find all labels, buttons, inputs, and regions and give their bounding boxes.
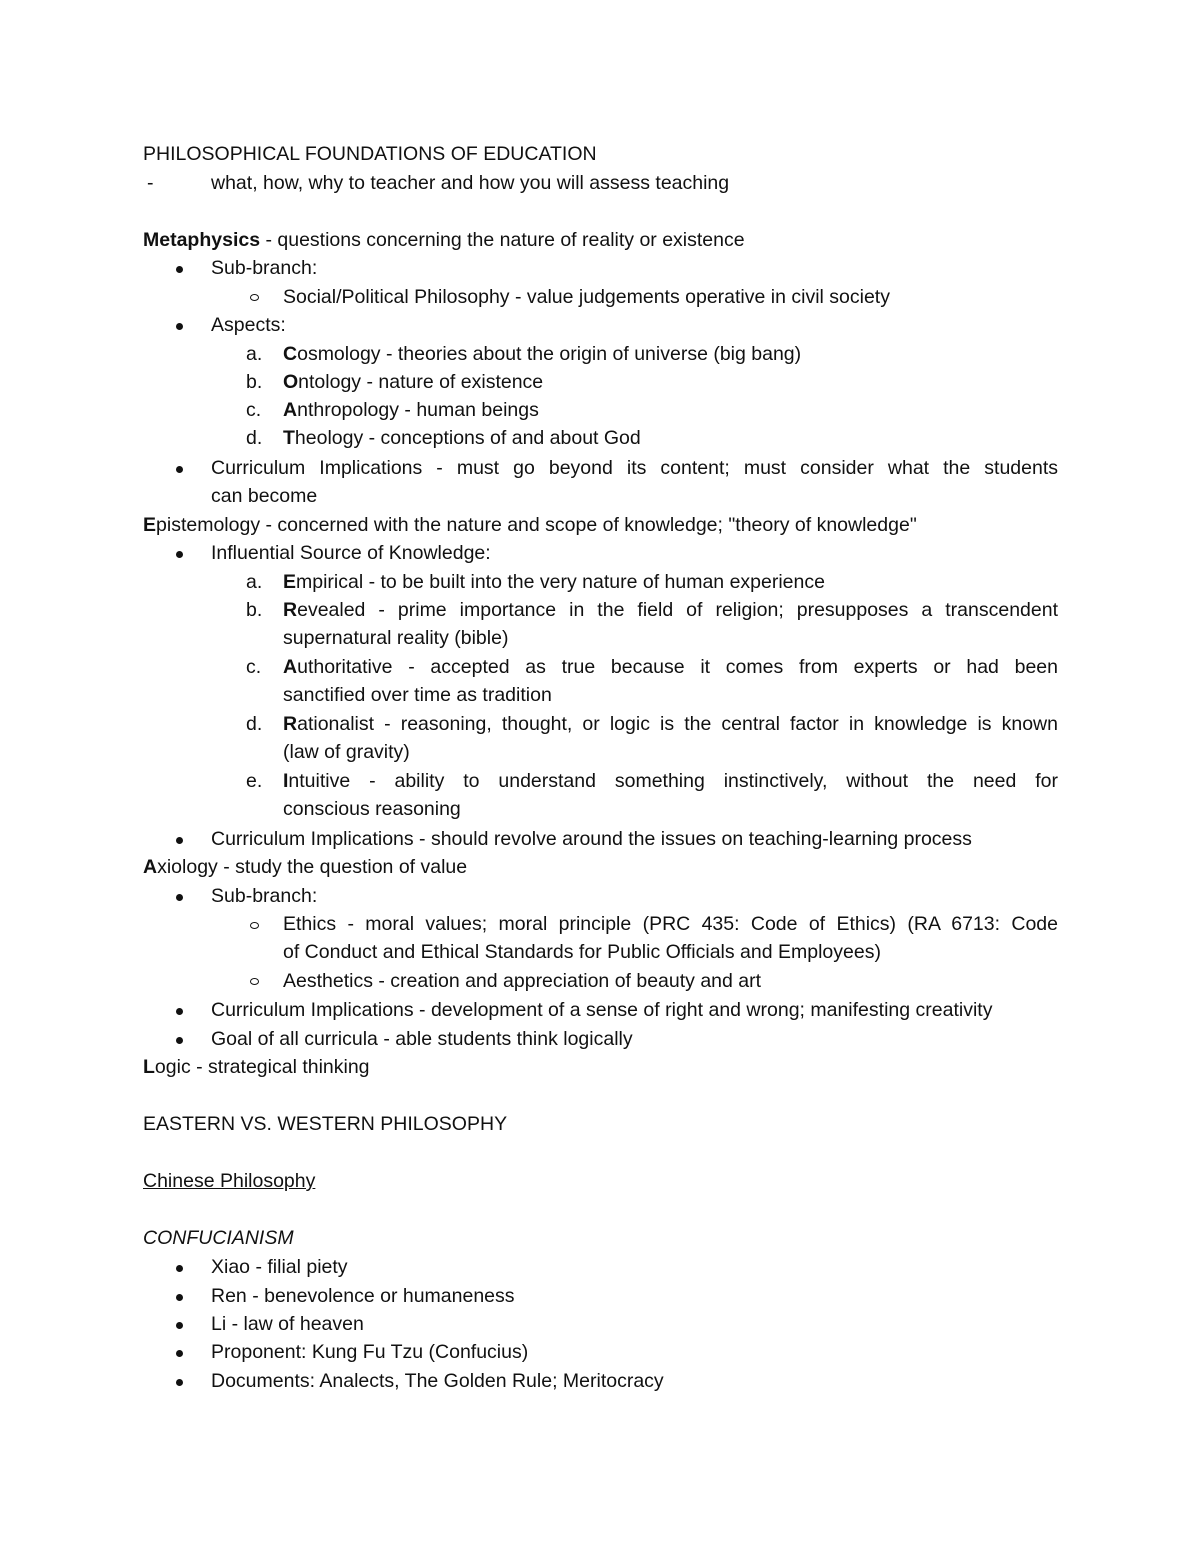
aspect-text: heology - conceptions of and about God	[294, 427, 641, 449]
bullet-icon	[176, 1265, 183, 1272]
dash-marker: -	[147, 172, 154, 194]
list-marker: a.	[246, 571, 263, 593]
source-text: uthoritative - accepted as true because it comes from experts or had been	[297, 656, 1058, 678]
logic-heading	[143, 1058, 370, 1078]
chinese-philosophy-heading: Chinese Philosophy	[143, 1170, 316, 1192]
list-marker: c.	[246, 399, 262, 421]
bullet-icon	[176, 1008, 183, 1015]
list-marker: b.	[246, 371, 263, 393]
metaphysics-curriculum-line1: Curriculum Implications - must go beyond its content; must consider what the students	[211, 457, 1058, 479]
bullet-icon	[176, 466, 183, 473]
source-revealed-cont: supernatural reality (bible)	[283, 627, 509, 649]
aspect-initial: C	[283, 343, 298, 365]
list-item: Ren - benevolence or humaneness	[211, 1285, 515, 1307]
source-initial: I	[283, 770, 289, 792]
title-note: what, how, why to teacher and how you will assess teaching	[211, 172, 730, 194]
aspect-cosmology	[283, 345, 801, 365]
axiology-ethics-line2: of Conduct and Ethical Standards for Public Officials and Employees)	[283, 941, 881, 963]
list-marker: b.	[246, 599, 263, 621]
epistemology-definition: pistemology - concerned with the nature and scope of knowledge; "theory of knowledge"	[156, 514, 917, 536]
axiology-heading	[143, 858, 467, 878]
source-rationalist	[283, 715, 1058, 735]
aspect-initial: O	[283, 371, 299, 393]
list-marker: e.	[246, 770, 263, 792]
list-marker: a.	[246, 343, 263, 365]
hollow-bullet-icon	[250, 922, 259, 929]
metaphysics-definition: - questions concerning the nature of reality or existence	[260, 229, 745, 251]
bullet-icon	[176, 1037, 183, 1044]
list-item: Documents: Analects, The Golden Rule; Meritocracy	[211, 1370, 664, 1392]
list-item: Proponent: Kung Fu Tzu (Confucius)	[211, 1341, 529, 1363]
bullet-icon	[176, 1294, 183, 1301]
aspect-ontology	[283, 373, 543, 393]
bullet-icon	[176, 323, 183, 330]
page-title: PHILOSOPHICAL FOUNDATIONS OF EDUCATION	[143, 143, 597, 165]
source-revealed	[283, 601, 1058, 621]
epistemology-heading	[143, 516, 917, 536]
source-initial: R	[283, 599, 298, 621]
bullet-icon	[176, 894, 183, 901]
aspect-initial: A	[283, 399, 298, 421]
source-intuitive	[283, 772, 1058, 792]
source-rationalist-cont: (law of gravity)	[283, 741, 410, 763]
source-text: mpirical - to be built into the very nature of human experience	[296, 571, 825, 593]
source-initial: R	[283, 713, 298, 735]
source-initial: A	[283, 656, 298, 678]
bullet-icon	[176, 1322, 183, 1329]
bullet-icon	[176, 1379, 183, 1386]
source-text: ntuitive - ability to understand something instinctively, without the need for	[288, 770, 1058, 792]
metaphysics-subbranch-label: Sub-branch:	[211, 257, 318, 279]
metaphysics-curriculum-line2: can become	[211, 485, 318, 507]
aspect-anthropology	[283, 401, 539, 421]
axiology-initial: A	[143, 856, 158, 878]
axiology-subbranch-label: Sub-branch:	[211, 885, 318, 907]
list-marker: d.	[246, 713, 263, 735]
metaphysics-subbranch-item: Social/Political Philosophy - value judgements operative in civil society	[283, 286, 890, 308]
bullet-icon	[176, 551, 183, 558]
hollow-bullet-icon	[250, 978, 259, 985]
source-text: ationalist - reasoning, thought, or logic is the central factor in knowledge is known	[297, 713, 1058, 735]
logic-initial: L	[143, 1056, 155, 1078]
axiology-ethics-line1: Ethics - moral values; moral principle (PRC 435: Code of Ethics) (RA 6713: Code	[283, 913, 1058, 935]
source-intuitive-cont: conscious reasoning	[283, 798, 461, 820]
axiology-goal: Goal of all curricula - able students think logically	[211, 1028, 633, 1050]
aspect-theology	[283, 429, 641, 449]
section-title: EASTERN VS. WESTERN PHILOSOPHY	[143, 1113, 508, 1135]
source-initial: E	[283, 571, 297, 593]
aspect-text: ntology - nature of existence	[298, 371, 544, 393]
metaphysics-aspects-label: Aspects:	[211, 314, 286, 336]
axiology-aesthetics: Aesthetics - creation and appreciation of beauty and art	[283, 970, 762, 992]
axiology-definition: xiology - study the question of value	[157, 856, 468, 878]
axiology-curriculum: Curriculum Implications - development of a sense of right and wrong; manifesting creativity	[211, 999, 993, 1021]
list-marker: d.	[246, 427, 263, 449]
list-marker: c.	[246, 656, 262, 678]
source-text: evealed - prime importance in the field of religion; presupposes a transcendent	[297, 599, 1058, 621]
source-authoritative-cont: sanctified over time as tradition	[283, 684, 552, 706]
aspect-text: osmology - theories about the origin of universe (big bang)	[297, 343, 802, 365]
metaphysics-term: Metaphysics	[143, 229, 261, 251]
bullet-icon	[176, 1350, 183, 1357]
metaphysics-heading	[143, 231, 745, 251]
list-item: Li - law of heaven	[211, 1313, 364, 1335]
aspect-text: nthropology - human beings	[297, 399, 539, 421]
bullet-icon	[176, 837, 183, 844]
aspect-initial: T	[283, 427, 295, 449]
source-empirical	[283, 573, 825, 593]
epistemology-initial: E	[143, 514, 157, 536]
source-authoritative	[283, 658, 1058, 678]
logic-definition: ogic - strategical thinking	[154, 1056, 370, 1078]
confucianism-heading: CONFUCIANISM	[143, 1227, 294, 1249]
epistemology-source-label: Influential Source of Knowledge:	[211, 542, 491, 564]
list-item: Xiao - filial piety	[211, 1256, 348, 1278]
bullet-icon	[176, 266, 183, 273]
hollow-bullet-icon	[250, 294, 259, 301]
epistemology-curriculum: Curriculum Implications - should revolve around the issues on teaching-learning process	[211, 828, 972, 850]
